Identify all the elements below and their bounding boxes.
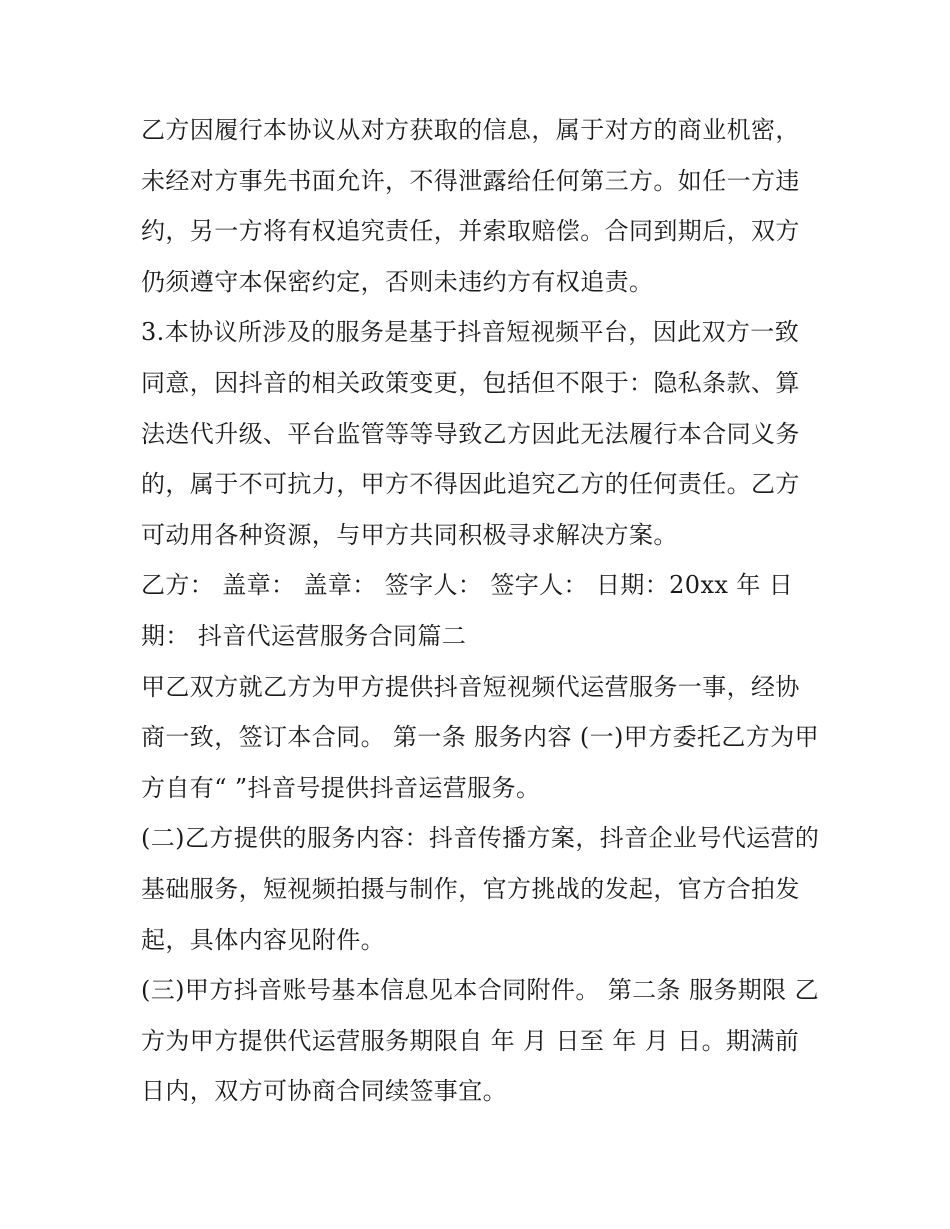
document-body — [141, 105, 821, 1117]
paragraph-confidentiality: 乙方因履行本协议从对方获取的信息，属于对方的商业机密，未经对方事先书面允许，不得泄露给任何第三方。如任一方违约，另一方将有权追究责任，并索取赔偿。合同到期后，双方仍须遵守本保密约定，否则未违约方有权追责。 — [141, 116, 800, 296]
paragraph-service-content: (二)乙方提供的服务内容：抖音传播方案，抖音企业号代运营的基础服务，短视频拍摄与制作，官方挑战的发起，官方合拍发起，具体内容见附件。 — [141, 824, 820, 954]
paragraph-signature-block: 乙方： 盖章： 盖章： 签字人： 签字人： 日期：20xx 年 日期： 抖音代运营服务合同篇二 — [141, 571, 794, 650]
paragraph-service-period: (三)甲方抖音账号基本信息见本合同附件。 第二条 服务期限 乙方为甲方提供代运营服务期限自 年 月 日至 年 月 日。期满前 日内，双方可协商合同续签事宜。 — [141, 976, 820, 1106]
paragraph-force-majeure: 3.本协议所涉及的服务是基于抖音短视频平台，因此双方一致同意，因抖音的相关政策变更，包括但不限于：隐私条款、算法迭代升级、平台监管等等导致乙方因此无法履行本合同义务的，属于不可抗力，甲方不得因此追究乙方的任何责任。乙方可动用各种资源，与甲方共同积极寻求解决方案。 — [141, 318, 800, 549]
paragraph-agreement-intro: 甲乙双方就乙方为甲方提供抖音短视频代运营服务一事，经协商一致，签订本合同。 第一条 服务内容 (一)甲方委托乙方为甲方自有“ ”抖音号提供抖音运营服务。 — [141, 672, 820, 802]
